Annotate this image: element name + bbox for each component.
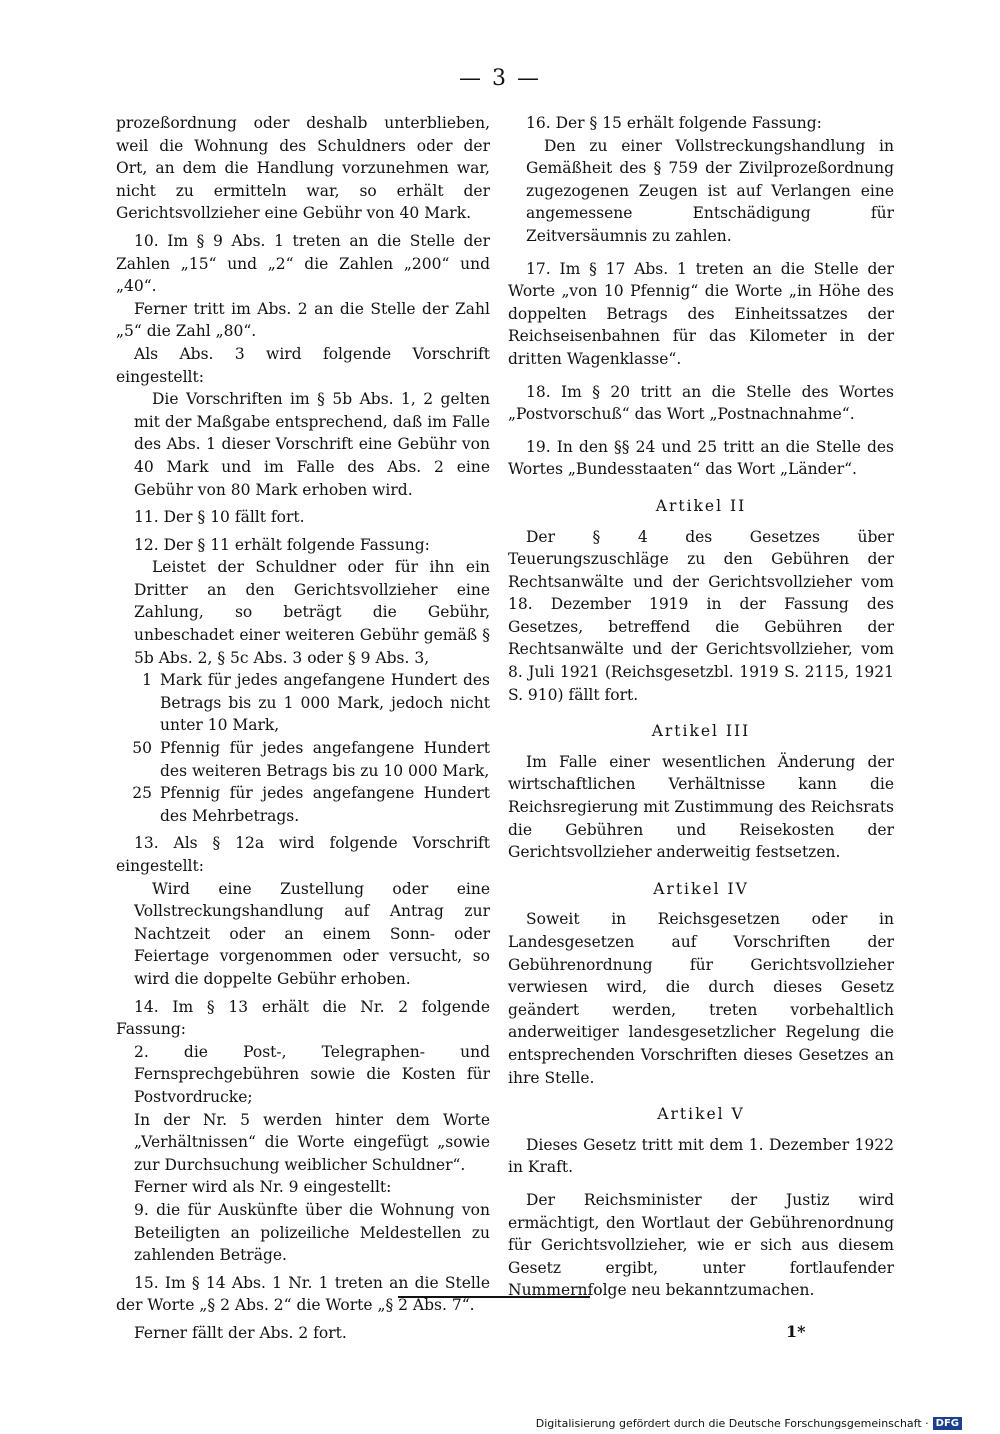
paragraph: 13. Als § 12a wird folgende Vorschrift eingestellt:: [116, 834, 490, 875]
quoted-provision: Wird eine Zustellung oder eine Vollstreckungshandlung auf Antrag zur Nachtzeit oder an einem Sonn- oder Feiertage vorgenommen oder versucht, so wird die doppelte Gebühr erhoben.: [134, 879, 490, 988]
article-text: Der § 4 des Gesetzes über Teuerungszuschläge zu den Gebühren der Rechtsanwälte und der Gerichtsvollzieher vom 18. Dezember 1919 in der Fassung des Gesetzes, betreffend die Gebühren der Rechtsanwälte und der Gerichtsvollzieher, vom 8. Juli 1921 (Reichsgesetzbl. 1919 S. 2115, 1921 S. 910) fällt fort.: [508, 527, 894, 704]
article-heading: Artikel II: [655, 496, 747, 515]
quoted-provision: Leistet der Schuldner oder für ihn ein Dritter an den Gerichtsvollzieher eine Zahlung, so beträgt die Gebühr, unbeschadet einer weiteren Gebühr gemäß § 5b Abs. 2, § 5c Abs. 3 oder § 9 Abs. 3,: [134, 558, 490, 667]
paragraph: 19. In den §§ 24 und 25 tritt an die Stelle des Wortes „Bundesstaaten“ das Wort „Länder“.: [508, 437, 894, 479]
paragraph: 14. Im § 13 erhält die Nr. 2 folgende Fassung:: [116, 997, 490, 1039]
fee-text: Mark für jedes angefangene Hundert des Betrags bis zu 1 000 Mark, jedoch nicht unter 10 Mark,: [160, 671, 490, 735]
quoted-provision: Den zu einer Vollstreckungshandlung in Gemäßheit des § 759 der Zivilprozeßordnung zugezogenen Zeugen ist auf Verlangen eine angemessene Entschädigung für Zeitversäumnis zu zahlen.: [526, 136, 894, 245]
article-text: Der Reichsminister der Justiz wird ermächtigt, den Wortlaut der Gebührenordnung für Gerichtsvollzieher, wie er sich aus diesem Gesetz ergibt, unter fortlaufender Nummernfolge neu bekanntzumachen.: [508, 1190, 894, 1300]
paragraph: 17. Im § 17 Abs. 1 treten an die Stelle der Worte „von 10 Pfennig“ die Worte „in Höhe des doppelten Betrags des Einheitssatzes der Reichseisenbahnen für das Kilometer in der dritten Wagenklasse“.: [508, 259, 894, 368]
paragraph: Ferner wird als Nr. 9 eingestellt:: [134, 1178, 392, 1197]
paragraph: Ferner tritt im Abs. 2 an die Stelle der Zahl „5“ die Zahl „80“.: [116, 299, 490, 341]
footer-rule: [398, 1296, 590, 1298]
fee-text: Pfennig für jedes angefangene Hundert des weiteren Betrags bis zu 10 000 Mark,: [160, 739, 490, 780]
page-number: — 3 —: [459, 66, 541, 91]
paragraph: 11. Der § 10 fällt fort.: [134, 508, 305, 527]
digitization-credit: [536, 1417, 962, 1430]
paragraph: prozeßordnung oder deshalb unterblieben, weil die Wohnung des Schuldners oder der Ort, an dem die Handlung vorzunehmen war, nicht zu ermitteln war, so erhält der Gerichtsvollzieher eine Gebühr von 40 Mark.: [116, 114, 490, 223]
left-column: [116, 112, 490, 1344]
paragraph: 15. Im § 14 Abs. 1 Nr. 1 treten an die Stelle der Worte „§ 2 Abs. 2“ die Worte „§ 2 Abs. 7“.: [116, 1273, 490, 1315]
quoted-provision: 2. die Post-, Telegraphen- und Fernsprechgebühren sowie die Kosten für Postvordrucke;: [134, 1042, 490, 1106]
signature-mark: 1*: [786, 1322, 806, 1341]
fee-amount: 1: [142, 671, 152, 690]
paragraph: 18. Im § 20 tritt an die Stelle des Wortes „Postvorschuß“ das Wort „Postnachnahme“.: [508, 382, 894, 424]
paragraph: In der Nr. 5 werden hinter dem Worte „Verhältnissen“ die Worte eingefügt „sowie zur Durchsuchung weiblicher Schuldner“.: [134, 1110, 490, 1174]
right-column: [508, 112, 894, 1302]
fee-text: Pfennig für jedes angefangene Hundert des Mehrbetrags.: [160, 784, 490, 825]
article-text: Dieses Gesetz tritt mit dem 1. Dezember 1922 in Kraft.: [508, 1135, 894, 1177]
article-heading: Artikel III: [651, 722, 751, 741]
dfg-logo: DFG: [933, 1417, 962, 1430]
article-heading: Artikel V: [657, 1105, 745, 1124]
fee-amount: 25: [132, 784, 152, 803]
article-text: Im Falle einer wesentlichen Änderung der wirtschaftlichen Verhältnisse kann die Reichsregierung mit Zustimmung des Reichsrats die Gebühren und Reisekosten der Gerichtsvollzieher anderweitig festsetzen.: [508, 752, 894, 862]
article-heading: Artikel IV: [653, 879, 749, 898]
paragraph: 16. Der § 15 erhält folgende Fassung:: [526, 114, 822, 132]
paragraph: 12. Der § 11 erhält folgende Fassung:: [134, 535, 430, 554]
fee-list-item: [116, 669, 490, 737]
fee-amount: 50: [132, 739, 152, 758]
paragraph: 10. Im § 9 Abs. 1 treten an die Stelle der Zahlen „15“ und „2“ die Zahlen „200“ und „40“.: [116, 231, 490, 296]
paragraph: Ferner fällt der Abs. 2 fort.: [134, 1323, 347, 1342]
quoted-provision: 9. die für Auskünfte über die Wohnung von Beteiligten an polizeiliche Meldestellen zu zahlenden Beträge.: [134, 1200, 490, 1265]
quoted-provision: Die Vorschriften im § 5b Abs. 1, 2 gelten mit der Maßgabe entsprechend, daß im Falle des Abs. 1 dieser Vorschrift eine Gebühr von 40 Mark und im Falle des Abs. 2 eine Gebühr von 80 Mark erhoben wird.: [134, 390, 490, 499]
article-text: Soweit in Reichsgesetzen oder in Landesgesetzen auf Vorschriften der Gebührenordnung für Gerichtsvollzieher verwiesen wird, die durch dieses Gesetz geändert werden, treten vorbehaltlich anderweitiger landesgesetzlicher Regelung die entsprechenden Vorschriften dieses Gesetzes an ihre Stelle.: [508, 910, 894, 1087]
fee-list-item: [116, 737, 490, 782]
digitization-note: Digitalisierung gefördert durch die Deutsche Forschungsgemeinschaft ·: [535, 1417, 929, 1430]
fee-list-item: [116, 782, 490, 827]
paragraph: Als Abs. 3 wird folgende Vorschrift eingestellt:: [116, 344, 490, 386]
